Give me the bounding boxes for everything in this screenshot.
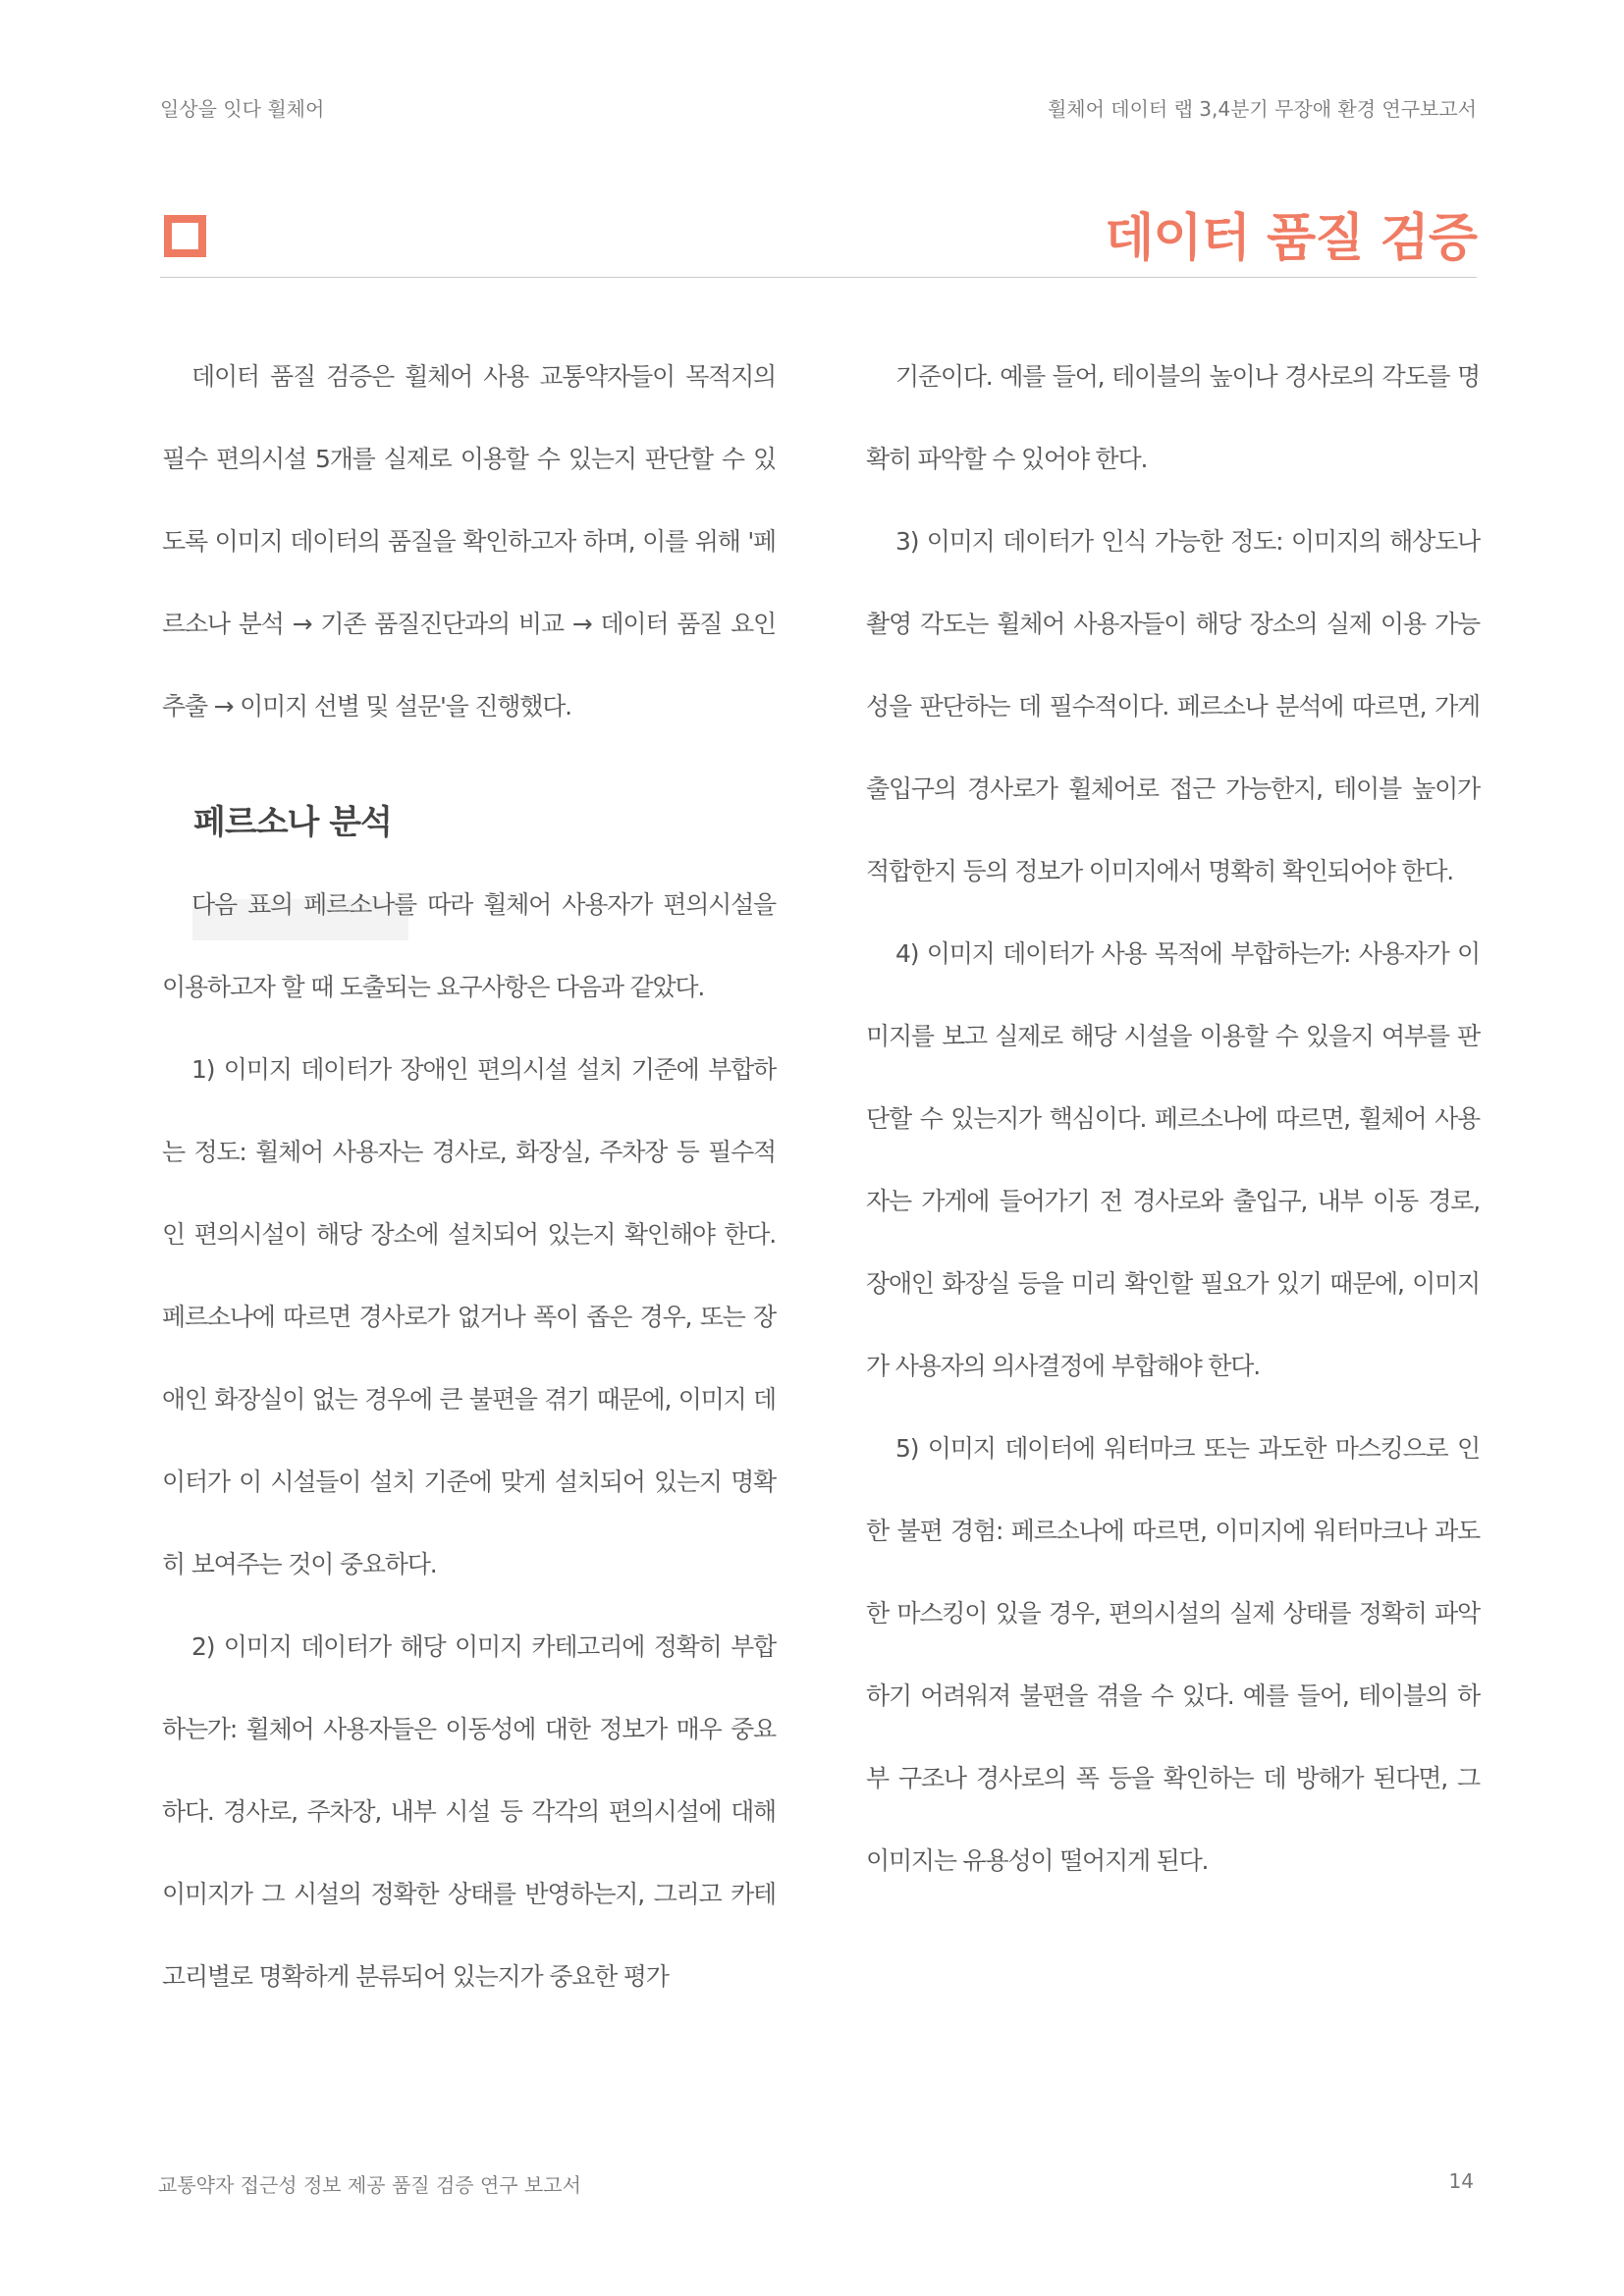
right-column	[866, 336, 1480, 1902]
requirement-item-2: 2) 이미지 데이터가 해당 이미지 카테고리에 정확히 부합하는가: 휠체어 사용자들은 이동성에 대한 정보가 매우 중요하다. 경사로, 주차장, 내부 시설 등 각각의 편의시설에 대해 이미지가 그 시설의 정확한 상태를 반영하는지, 그리고 카테고리별로 명확하게 분류되어 있는지가 중요한 평가	[162, 1632, 776, 1991]
left-column	[162, 336, 776, 2018]
title-divider	[160, 277, 1477, 278]
requirement-item-5: 5) 이미지 데이터에 워터마크 또는 과도한 마스킹으로 인한 불편 경험: 페르소나에 따르면, 이미지에 워터마크나 과도한 마스킹이 있을 경우, 편의시설의 실제 상태를 정확히 파악하기 어려워져 불편을 겪을 수 있다. 예를 들어, 테이블의 하부 구조나 경사로의 폭 등을 확인하는 데 방해가 된다면, 그 이미지는 유용성이 떨어지게 된다.	[866, 1434, 1480, 1875]
requirement-item-1: 1) 이미지 데이터가 장애인 편의시설 설치 기준에 부합하는 정도: 휠체어 사용자는 경사로, 화장실, 주차장 등 필수적인 편의시설이 해당 장소에 설치되어 있는지 확인해야 한다. 페르소나에 따르면 경사로가 없거나 폭이 좁은 경우, 또는 장애인 화장실이 없는 경우에 큰 불편을 겪기 때문에, 이미지 데이터가 이 시설들이 설치 기준에 맞게 설치되어 있는지 명확히 보여주는 것이 중요하다.	[162, 1055, 776, 1578]
running-head-right: 휠체어 데이터 랩 3,4분기 무장애 환경 연구보고서	[1047, 97, 1477, 121]
subheading-persona-analysis: 페르소나 분석	[193, 803, 392, 842]
running-head-left: 일상을 잇다 휠체어	[160, 97, 325, 121]
page-number: 14	[1448, 2169, 1474, 2193]
section-title: 데이터 품질 검증	[1105, 209, 1477, 268]
intro-paragraph: 데이터 품질 검증은 휠체어 사용 교통약자들이 목적지의 필수 편의시설 5개를 실제로 이용할 수 있는지 판단할 수 있도록 이미지 데이터의 품질을 확인하고자 하며, 이를 위해 '페르소나 분석 → 기존 품질진단과의 비교 → 데이터 품질 요인 추출 → 이미지 선별 및 설문'을 진행했다.	[162, 362, 776, 721]
footer-report-title: 교통약자 접근성 정보 제공 품질 검증 연구 보고서	[158, 2173, 581, 2197]
persona-intro-paragraph: 다음 표의 페르소나를 따라 휠체어 사용자가 편의시설을 이용하고자 할 때 도출되는 요구사항은 다음과 같았다.	[162, 890, 776, 1001]
requirement-item-2-continued: 기준이다. 예를 들어, 테이블의 높이나 경사로의 각도를 명확히 파악할 수 있어야 한다.	[866, 362, 1480, 473]
square-outline-icon	[164, 215, 206, 257]
requirement-item-4: 4) 이미지 데이터가 사용 목적에 부합하는가: 사용자가 이미지를 보고 실제로 해당 시설을 이용할 수 있을지 여부를 판단할 수 있는지가 핵심이다. 페르소나에 따르면, 휠체어 사용자는 가게에 들어가기 전 경사로와 출입구, 내부 이동 경로, 장애인 화장실 등을 미리 확인할 필요가 있기 때문에, 이미지가 사용자의 의사결정에 부합해야 한다.	[866, 939, 1480, 1380]
requirement-item-3: 3) 이미지 데이터가 인식 가능한 정도: 이미지의 해상도나 촬영 각도는 휠체어 사용자들이 해당 장소의 실제 이용 가능성을 판단하는 데 필수적이다. 페르소나 분석에 따르면, 가게 출입구의 경사로가 휠체어로 접근 가능한지, 테이블 높이가 적합한지 등의 정보가 이미지에서 명확히 확인되어야 한다.	[866, 527, 1480, 885]
